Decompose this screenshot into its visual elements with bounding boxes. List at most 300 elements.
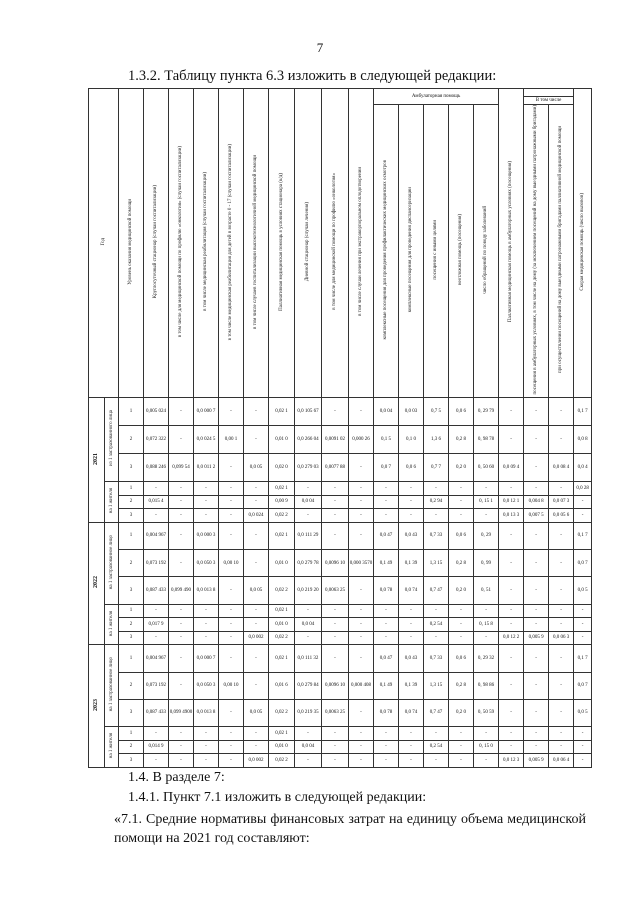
cell-value: -	[180, 499, 182, 505]
value-cell	[269, 522, 295, 549]
value-cell	[424, 631, 449, 645]
cell-value: -	[535, 560, 537, 566]
value-cell	[219, 727, 244, 741]
value-cell	[269, 631, 295, 645]
column-header	[424, 105, 449, 398]
value-cell	[169, 397, 194, 425]
value-cell	[144, 618, 169, 632]
year-label: 2021	[93, 452, 100, 465]
column-header-label: неотложная помощь (посещения)	[458, 214, 464, 286]
value-cell	[524, 397, 549, 425]
cell-value: -	[410, 499, 412, 505]
value-cell	[269, 672, 295, 699]
value-cell	[574, 522, 592, 549]
value-cell	[169, 453, 194, 481]
header-row-top	[89, 89, 592, 97]
cell-value: -	[255, 730, 257, 736]
value-cell	[474, 549, 499, 576]
value-cell	[295, 509, 322, 523]
value-cell	[524, 509, 549, 523]
cell-value: -	[180, 408, 182, 414]
table-row	[89, 549, 592, 576]
value-cell	[295, 645, 322, 672]
value-cell	[499, 645, 524, 672]
value-cell	[322, 397, 349, 425]
cell-value: -	[334, 485, 336, 491]
value-cell	[399, 618, 424, 632]
cell-value: -	[180, 730, 182, 736]
cell-value: 0,0 03	[404, 408, 418, 414]
cell-value: 0,0 050 3	[196, 560, 216, 566]
cell-value: -	[581, 744, 584, 750]
value-cell	[399, 672, 424, 699]
group-cell	[105, 604, 119, 645]
cell-value: 0,004 967	[146, 655, 166, 661]
value-cell	[399, 549, 424, 576]
cell-value: -	[230, 621, 232, 627]
cell-value: -	[360, 408, 362, 414]
cell-value: 0,1 7	[577, 408, 588, 414]
cell-value: -	[460, 744, 462, 750]
cell-value: 0,0 266 04	[297, 436, 319, 442]
cell-value: -	[560, 621, 562, 627]
paragraph-1-4: 1.4. В разделе 7:	[128, 770, 225, 785]
cell-value: -	[180, 683, 182, 689]
cell-value: -	[410, 757, 412, 763]
column-header-label: в том числе для медицинской помощи по профилю «онкология» (случаи госпитализации)	[178, 146, 184, 338]
value-cell	[374, 495, 399, 509]
cell-value: -	[205, 485, 207, 491]
year-label: 2022	[93, 576, 100, 589]
cell-value: 3	[129, 464, 133, 470]
cell-value: 0,2 8	[456, 436, 466, 442]
value-cell	[169, 577, 194, 604]
cell-value: -	[180, 635, 182, 641]
level-cell	[119, 397, 144, 425]
cell-value: 0,0 47	[379, 533, 393, 539]
column-header-label: в том числе случаи лечения при экстракорпоральном оплодотворении	[358, 167, 364, 317]
cell-value: 0,0 12 3	[502, 757, 520, 763]
value-cell	[549, 482, 574, 496]
level-cell	[119, 631, 144, 645]
table-row	[89, 618, 592, 632]
cell-value: -	[535, 464, 537, 470]
value-cell	[144, 397, 169, 425]
cell-value: -	[255, 560, 257, 566]
value-cell	[244, 453, 269, 481]
cell-value: 0,02 0	[275, 464, 288, 470]
cell-value: -	[535, 587, 537, 593]
value-cell	[219, 522, 244, 549]
value-cell	[374, 425, 399, 453]
cell-value: -	[334, 621, 336, 627]
cell-value: 0,005 9	[528, 757, 544, 763]
cell-value: 2	[129, 560, 133, 566]
cell-value: 0,02 2	[275, 512, 288, 518]
cell-value: 0,2 54	[429, 621, 443, 627]
cell-value: 0,0 105 67	[297, 408, 319, 414]
column-header	[244, 89, 269, 398]
value-cell	[549, 754, 574, 768]
value-cell	[194, 577, 219, 604]
cell-value: -	[581, 608, 584, 614]
cell-value: 0,0096 10	[325, 560, 345, 566]
cell-value: -	[485, 757, 487, 763]
cell-value: -	[230, 512, 232, 518]
value-cell	[244, 645, 269, 672]
cell-value: -	[535, 533, 537, 539]
level-cell	[119, 727, 144, 741]
value-cell	[194, 425, 219, 453]
column-header-label: комплексные посещения для проведения профилактических медицинских осмотров	[383, 160, 389, 340]
cell-value: 1,3 15	[429, 560, 443, 566]
cell-value: 0,0 13 3	[502, 512, 520, 518]
column-header-label: Паллиативная медицинская помощь в условиях стационара (к/д)	[278, 172, 284, 311]
cell-value: 0,2 0	[456, 464, 466, 470]
cell-value: -	[560, 608, 562, 614]
value-cell	[322, 577, 349, 604]
value-cell	[219, 645, 244, 672]
value-cell	[169, 604, 194, 618]
value-cell	[574, 727, 592, 741]
value-cell	[322, 727, 349, 741]
column-header-label: Скорая медицинская помощь (число вызовов)	[579, 192, 585, 291]
value-cell	[219, 425, 244, 453]
table-row	[89, 522, 592, 549]
value-cell	[374, 577, 399, 604]
value-cell	[399, 645, 424, 672]
cell-value: -	[307, 730, 309, 736]
cell-value: 0,0 279 78	[297, 560, 319, 566]
table-row	[89, 672, 592, 699]
cell-value: -	[255, 683, 257, 689]
value-cell	[144, 740, 169, 754]
value-cell	[574, 453, 592, 481]
cell-value: 2	[129, 621, 133, 627]
level-cell	[119, 618, 144, 632]
cell-value: 0,0 279 84	[297, 683, 319, 689]
table-row	[89, 495, 592, 509]
value-cell	[269, 604, 295, 618]
value-cell	[322, 618, 349, 632]
cell-value: 0,0 07 3	[552, 499, 570, 505]
cell-value: 0,014 9	[148, 744, 164, 750]
group-cell	[105, 397, 119, 481]
cell-value: -	[510, 587, 512, 593]
value-cell	[399, 727, 424, 741]
cell-value: -	[180, 436, 182, 442]
cell-value: 0,0 002	[248, 757, 264, 763]
cell-value: -	[485, 635, 487, 641]
value-cell	[524, 453, 549, 481]
value-cell	[474, 604, 499, 618]
cell-value: 0,0 111 32	[297, 655, 319, 661]
cell-value: 0,0 74	[404, 587, 418, 593]
cell-value: 0,0 7	[381, 464, 391, 470]
cell-value: 0,0077 88	[325, 464, 345, 470]
level-cell	[119, 522, 144, 549]
year-label: 2023	[93, 698, 100, 711]
cell-value: 0,7 47	[429, 710, 443, 716]
column-header	[144, 89, 169, 398]
table-row	[89, 754, 592, 768]
value-cell	[574, 397, 592, 425]
value-cell	[269, 645, 295, 672]
cell-value: 0,2 94	[429, 499, 443, 505]
value-cell	[194, 631, 219, 645]
value-cell	[474, 645, 499, 672]
value-cell	[524, 740, 549, 754]
column-header	[574, 89, 592, 398]
value-cell	[549, 672, 574, 699]
column-header	[322, 89, 349, 398]
cell-value: -	[385, 621, 387, 627]
value-cell	[322, 522, 349, 549]
cell-value: 0,1 0	[406, 436, 416, 442]
value-cell	[169, 522, 194, 549]
cell-value: -	[230, 408, 232, 414]
year-cell	[89, 645, 105, 768]
cell-value: 0,0 002	[248, 635, 264, 641]
value-cell	[144, 495, 169, 509]
value-cell	[244, 631, 269, 645]
cell-value: -	[255, 655, 257, 661]
cell-value: -	[485, 485, 487, 491]
value-cell	[449, 397, 474, 425]
cell-value: -	[180, 757, 182, 763]
value-cell	[499, 577, 524, 604]
value-cell	[219, 618, 244, 632]
value-cell	[424, 754, 449, 768]
cell-value: 0,087 433	[146, 710, 166, 716]
value-cell	[169, 509, 194, 523]
value-cell	[244, 425, 269, 453]
group-cell	[105, 645, 119, 727]
cell-value: 0,01 0	[275, 436, 288, 442]
cell-value: 0,005 9	[528, 635, 544, 641]
value-cell	[399, 509, 424, 523]
cell-value: 0,7 5	[431, 408, 441, 414]
column-header-label: комплексные посещения для проведения диспансеризации	[408, 187, 414, 313]
value-cell	[349, 699, 374, 726]
value-cell	[169, 727, 194, 741]
cell-value: 0,099 490	[171, 587, 191, 593]
value-cell	[244, 495, 269, 509]
cell-value: -	[360, 710, 362, 716]
level-cell	[119, 672, 144, 699]
value-cell	[349, 425, 374, 453]
value-cell	[499, 754, 524, 768]
table-row	[89, 699, 592, 726]
value-cell	[269, 509, 295, 523]
value-cell	[449, 509, 474, 523]
cell-value: 0,1 39	[404, 560, 418, 566]
value-cell	[549, 425, 574, 453]
cell-value: -	[230, 744, 232, 750]
level-cell	[119, 740, 144, 754]
value-cell	[144, 604, 169, 618]
value-cell	[269, 482, 295, 496]
value-cell	[449, 453, 474, 481]
value-cell	[194, 727, 219, 741]
value-cell	[474, 631, 499, 645]
cell-value: 1	[129, 608, 133, 614]
cell-value: -	[334, 512, 336, 518]
value-cell	[219, 740, 244, 754]
cell-value: -	[205, 608, 207, 614]
value-cell	[349, 509, 374, 523]
value-cell	[499, 453, 524, 481]
cell-value: -	[410, 635, 412, 641]
value-cell	[295, 425, 322, 453]
column-header-label: число обращений по поводу заболеваний	[483, 205, 489, 294]
value-cell	[499, 740, 524, 754]
cell-value: 0,1 49	[379, 683, 393, 689]
value-cell	[474, 727, 499, 741]
value-cell	[374, 754, 399, 768]
cell-value: 0,0 78	[379, 710, 393, 716]
column-header-label: Дневной стационар (случаи лечения)	[305, 202, 311, 282]
value-cell	[269, 397, 295, 425]
value-cell	[322, 509, 349, 523]
cell-value: -	[410, 621, 412, 627]
value-cell	[295, 482, 322, 496]
cell-value: -	[230, 757, 232, 763]
value-cell	[374, 482, 399, 496]
cell-value: 2	[129, 436, 133, 442]
cell-value: -	[255, 436, 257, 442]
value-cell	[269, 754, 295, 768]
value-cell	[349, 604, 374, 618]
value-cell	[449, 618, 474, 632]
cell-value: -	[307, 608, 309, 614]
cell-value: 0,02 1	[275, 533, 288, 539]
cell-value: 0,0 47	[379, 655, 393, 661]
ambulatory-group-header: Амбулаторная помощь	[374, 89, 499, 105]
value-cell	[549, 549, 574, 576]
cell-value: 0,0 011 2	[196, 464, 216, 470]
cell-value: -	[510, 730, 512, 736]
cell-value: 0,02 1	[275, 730, 288, 736]
value-cell	[144, 631, 169, 645]
cell-value: -	[255, 608, 257, 614]
value-cell	[424, 509, 449, 523]
year-cell	[89, 522, 105, 645]
value-cell	[194, 740, 219, 754]
value-cell	[424, 549, 449, 576]
cell-value: -	[581, 730, 584, 736]
cell-value: 0,0 279 03	[297, 464, 319, 470]
cell-value: -	[510, 485, 512, 491]
cell-value: -	[460, 621, 462, 627]
value-cell	[549, 645, 574, 672]
column-header	[295, 89, 322, 398]
value-cell	[144, 522, 169, 549]
value-cell	[449, 577, 474, 604]
cell-value: -	[255, 499, 257, 505]
column-header-label: при осуществлении посещений на дому выездными патронажными бригадами паллиативной медицинской помощи	[558, 126, 564, 374]
group-cell	[105, 522, 119, 604]
cell-value: -	[581, 635, 584, 641]
cell-value: -	[334, 608, 336, 614]
cell-value: 0,0 43	[404, 655, 418, 661]
cell-value: 0,0 7	[577, 560, 588, 566]
value-cell	[349, 631, 374, 645]
cell-value: -	[485, 512, 487, 518]
cell-value: -	[307, 512, 309, 518]
value-cell	[449, 522, 474, 549]
column-header-label: посещения с иными целями	[433, 219, 439, 280]
value-cell	[399, 604, 424, 618]
page-number: 7	[316, 40, 324, 55]
cell-value: -	[560, 744, 562, 750]
cell-value: 0,0 05	[249, 464, 263, 470]
value-cell	[144, 754, 169, 768]
cell-value: -	[410, 485, 412, 491]
value-cell	[524, 754, 549, 768]
cell-value: 0,0 08 4	[552, 464, 570, 470]
value-cell	[449, 549, 474, 576]
value-cell	[574, 509, 592, 523]
cell-value: 0,0 04	[301, 744, 315, 750]
value-cell	[449, 754, 474, 768]
value-cell	[219, 699, 244, 726]
cell-value: -	[230, 485, 232, 491]
cell-value: -	[510, 710, 512, 716]
value-cell	[374, 604, 399, 618]
value-cell	[524, 645, 549, 672]
cell-value: -	[180, 560, 182, 566]
value-cell	[169, 754, 194, 768]
cell-value: 0,0063 25	[325, 710, 345, 716]
value-cell	[349, 522, 374, 549]
table-row	[89, 645, 592, 672]
cell-value: -	[334, 408, 336, 414]
cell-value: -	[460, 512, 462, 518]
value-cell	[295, 699, 322, 726]
cell-value: 1	[129, 655, 133, 661]
value-cell	[424, 740, 449, 754]
value-cell	[524, 482, 549, 496]
value-cell	[144, 577, 169, 604]
value-cell	[574, 645, 592, 672]
cell-value: 0,00 10	[223, 683, 239, 689]
cell-value: 0,087 433	[146, 587, 166, 593]
value-cell	[349, 397, 374, 425]
cell-value: 0, 50 59	[477, 710, 495, 716]
group-label: на 1 застрахованное лицо	[108, 534, 114, 590]
cell-value: -	[205, 757, 207, 763]
cell-value: 2	[129, 499, 133, 505]
value-cell	[549, 495, 574, 509]
column-header-label: в том числе медицинская реабилитация (случаи госпитализации)	[203, 172, 209, 312]
value-cell	[449, 645, 474, 672]
column-header	[549, 105, 574, 398]
cell-value: -	[307, 635, 309, 641]
norms-table	[88, 88, 592, 768]
cell-value: -	[334, 744, 336, 750]
cell-value: -	[255, 621, 257, 627]
level-cell	[119, 425, 144, 453]
cell-value: -	[360, 655, 362, 661]
cell-value: 0,0 05 6	[552, 512, 570, 518]
cell-value: -	[255, 744, 257, 750]
cell-value: 0,073 192	[146, 683, 166, 689]
cell-value: 0,088 246	[146, 464, 166, 470]
cell-value: 0,0 013 8	[196, 587, 216, 593]
cell-value: -	[510, 683, 512, 689]
cell-value: -	[535, 408, 537, 414]
